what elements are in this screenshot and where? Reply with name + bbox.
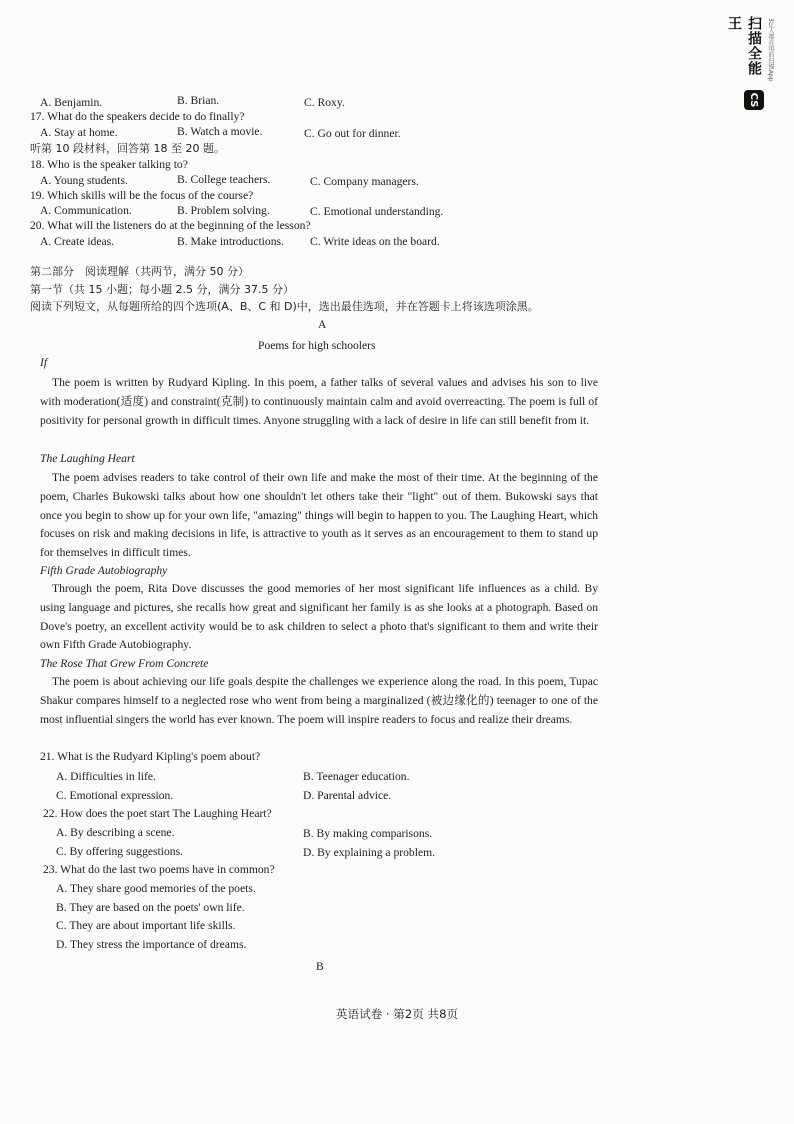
q22-option-c: C. By offering suggestions.	[56, 845, 183, 858]
passage-letter-b: B	[316, 960, 324, 973]
q18-stem: 18. Who is the speaker talking to?	[30, 158, 188, 171]
q18-option-a: A. Young students.	[40, 174, 128, 187]
poem-paragraph-fifth-grade	[40, 580, 598, 655]
passage-letter-a: A	[318, 318, 327, 331]
poem-paragraph-if	[40, 374, 598, 430]
q23-option-c: C. They are about important life skills.	[56, 919, 236, 932]
q22-option-a: A. By describing a scene.	[56, 826, 175, 839]
q20-option-a: A. Create ideas.	[40, 235, 115, 248]
q20-option-b: B. Make introductions.	[177, 235, 284, 248]
q19-option-a: A. Communication.	[40, 204, 132, 217]
poem-title-if: If	[40, 356, 48, 369]
poem-text-rose: The poem is about achieving our life goals despite the challenges we experience along the road. In this poem, Tupac Shakur compares himself to a neglected rose who went from being a marginalized (被边缘化的) teenager to one of the most influential singers the world has ever known. The poem will inspire readers to focus and realize their dreams.	[40, 675, 598, 726]
q23-stem: 23. What do the last two poems have in common?	[43, 863, 275, 876]
q20-stem: 20. What will the listeners do at the beginning of the lesson?	[30, 219, 311, 232]
q23-option-b: B. They are based on the poets' own life.	[56, 901, 245, 914]
page-footer: 英语试卷 · 第2页 共8页	[335, 1007, 459, 1021]
q23-option-d: D. They stress the importance of dreams.	[56, 938, 247, 951]
q17-option-a: A. Stay at home.	[40, 126, 118, 139]
section10-instruction: 听第 10 段材料，回答第 18 至 20 题。	[30, 142, 225, 155]
q21-stem: 21. What is the Rudyard Kipling's poem about?	[40, 750, 261, 763]
poem-title-fifth-grade: Fifth Grade Autobiography	[40, 564, 168, 577]
q21-option-b: B. Teenager education.	[303, 770, 410, 783]
q17-option-b: B. Watch a movie.	[177, 125, 263, 138]
q20-option-c: C. Write ideas on the board.	[310, 235, 440, 248]
q23-option-a: A. They share good memories of the poets.	[56, 882, 256, 895]
part-two-title: 第二部分 阅读理解（共两节，满分 50 分）	[30, 265, 249, 278]
q19-option-b: B. Problem solving.	[177, 204, 270, 217]
logo-name: 扫描全能王	[726, 16, 762, 76]
passage-title: Poems for high schoolers	[258, 339, 376, 352]
poem-paragraph-laughing-heart	[40, 469, 598, 563]
poem-text-fifth-grade: Through the poem, Rita Dove discusses the good memories of her most significant life influences as a child. By using language and pictures, she recalls how great and significant her family is as she looks at a photograph. Based on Dove's poetry, an excellent activity would be to ask children to select a photo that's significant to them and write their own Fifth Grade Autobiography.	[40, 582, 598, 652]
q19-stem: 19. Which skills will be the focus of the course?	[30, 189, 254, 202]
q17-stem: 17. What do the speakers decide to do finally?	[30, 110, 245, 123]
logo-tagline: 3亿人都在用的扫描App	[767, 18, 774, 82]
q17-option-c: C. Go out for dinner.	[304, 127, 401, 140]
q16-option-b: B. Brian.	[177, 94, 220, 107]
q21-option-c: C. Emotional expression.	[56, 789, 174, 802]
q19-option-c: C. Emotional understanding.	[310, 205, 444, 218]
section-one-title: 第一节（共 15 小题；每小题 2.5 分，满分 37.5 分）	[30, 283, 294, 296]
poem-text-laughing-heart: The poem advises readers to take control of their own life and make the most of their time. At the beginning of the poem, Charles Bukowski talks about how one shouldn't let others take their "light" out of them. Bukowski says that once you begin to show up for your own life, "amazing" things will begin to happen to you. The Laughing Heart, which focuses on risk and making decisions in life, is attractive to youth as it serves as an encouragement to them to stand up for themselves in difficult times.	[40, 471, 598, 560]
reading-instruction: 阅读下列短文，从每题所给的四个选项(A、B、C 和 D)中，选出最佳选项，并在答题卡上将该选项涂黑。	[30, 300, 539, 313]
q22-stem: 22. How does the poet start The Laughing Heart?	[43, 807, 272, 820]
poem-title-laughing-heart: The Laughing Heart	[40, 452, 135, 465]
q22-option-b: B. By making comparisons.	[303, 827, 433, 840]
poem-title-rose: The Rose That Grew From Concrete	[40, 657, 209, 670]
q22-option-d: D. By explaining a problem.	[303, 846, 436, 859]
poem-paragraph-rose	[40, 673, 598, 729]
q21-option-a: A. Difficulties in life.	[56, 770, 156, 783]
camscanner-logo	[726, 12, 776, 122]
q18-option-b: B. College teachers.	[177, 173, 271, 186]
q18-option-c: C. Company managers.	[310, 175, 419, 188]
q16-option-c: C. Roxy.	[304, 96, 345, 109]
q16-option-a: A. Benjamin.	[40, 96, 103, 109]
q21-option-d: D. Parental advice.	[303, 789, 392, 802]
logo-cs-badge: CS	[744, 90, 764, 110]
poem-text-if: The poem is written by Rudyard Kipling. In this poem, a father talks of several values and advises his son to live with moderation(适度) and constraint(克制) to continuously maintain calm and avoid overreacting. The poem is full of positivity for personal growth in difficult times. Anyone struggling with a lack of desire in life can still benefit from it.	[40, 376, 598, 427]
